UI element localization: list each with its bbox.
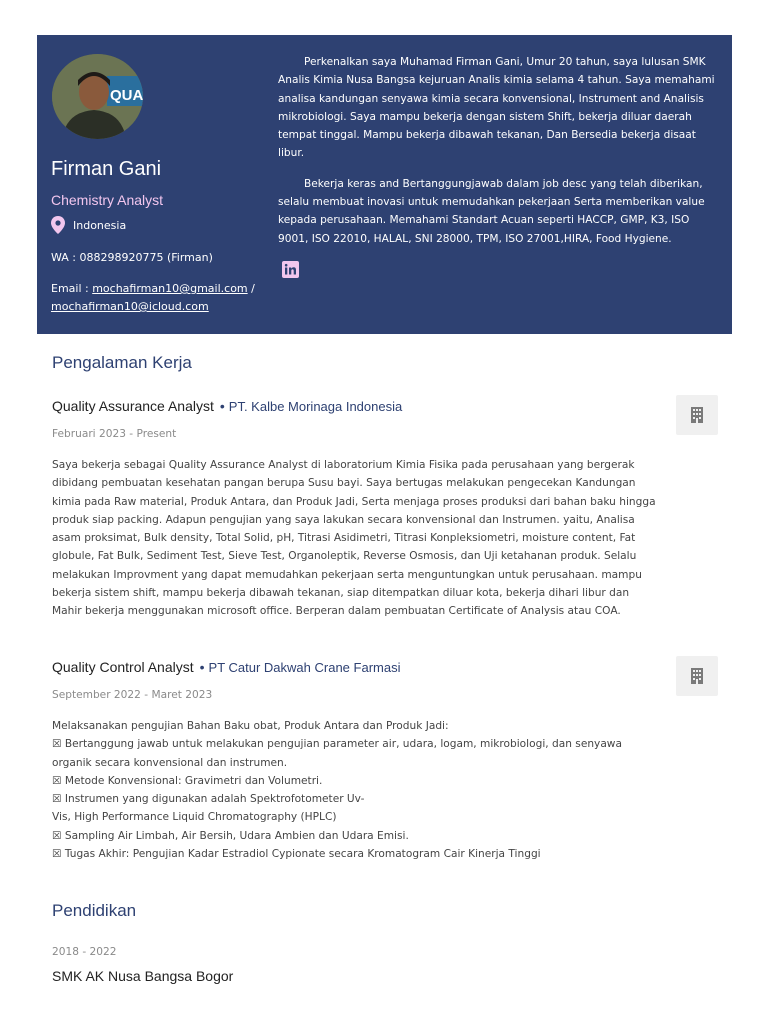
job-date: September 2022 - Maret 2023 [52, 689, 213, 701]
job-company: PT Catur Dakwah Crane Farmasi [208, 660, 401, 675]
email-block [51, 280, 266, 316]
summary-paragraph: Perkenalkan saya Muhamad Firman Gani, Umur 20 tahun, saya lulusan SMK Analis Kimia Nusa Bangsa kejuruan Analis kimia selama 4 tahun. Saya memahami analisa kandungan senyawa kimia secara konvensional, Instrument and Analisis mikrobiologi. Saya mampu bekerja dengan sistem Shift, bekerja diluar daerah tempat tinggal. Mampu bekerja dibawah tekanan, Dan Bersedia bekerja disaat libur. [278, 56, 715, 160]
description-line: ☒ Sampling Air Limbah, Air Bersih, Udara Ambien dan Udara Emisi. [52, 829, 409, 842]
section-title-education: Pendidikan [52, 901, 137, 920]
description-line: ☒ Tugas Akhir: Pengujian Kadar Estradiol Cypionate secara Kromatogram Cair Kinerja Tinggi [52, 848, 541, 861]
description-line: Melaksanakan pengujian Bahan Baku obat, Produk Antara dan Produk Jadi: [52, 720, 449, 732]
job-company: PT. Kalbe Morinaga Indonesia [228, 399, 403, 414]
email-label: Email : [51, 282, 93, 295]
email-link-gmail[interactable]: mochafirman10@gmail.com [92, 282, 248, 295]
avatar [52, 54, 143, 139]
description-line: ☒ Bertanggung jawab untuk melakukan pengujian parameter air, udara, logam, mikrobiologi, dan senyawa organik secara konvensional dan instrumen. [52, 738, 626, 769]
location-text: Indonesia [73, 218, 127, 232]
avatar-photo [52, 54, 143, 139]
profile-summary [278, 53, 718, 260]
education-school: SMK AK Nusa Bangsa Bogor [52, 968, 234, 984]
job-date: Februari 2023 - Present [52, 428, 177, 440]
email-separator: / [247, 282, 255, 295]
job-description-text: Saya bekerja sebagai Quality Assurance Analyst di laboratorium Kimia Fisika pada perusahaan yang bergerak dibidang pembuatan kesehatan pangan berupa Susu bayi. Saya bertugas melakukan pengecekan Kandungan kimia pada Raw material, Produk Antara, dan Produk Jadi, Serta menjaga proses produksi dari bahan baku hingga produk siap packing. Adapun pengujian yang saya lakukan secara konvensional dan Instrumen. yaitu, Analisa asam proksimat, Bulk density, Total Solid, pH, Titrasi Asidimetri, Titrasi Konpleksiometri, moisture content, Fat globule, Fat Bulk, Sediment Test, Sieve Test, Organoleptik, Reverse Osmosis, dan Uji ketahanan produk. Selalu melakukan Improvment yang dapat memudahkan pekerjaan serta menguntungkan untuk perusahaan. mampu bekerja sistem shift, mampu bekerja dibawah tekanan, siap ditempatkan diluar kota, bekerja dihari libur dan Mahir bekerja menggunakan microsoft office. Berperan dalam pembuatan Certificate of Analysis atau COA. [52, 459, 659, 618]
job-description [52, 717, 652, 863]
job-title-row [52, 659, 400, 675]
description-line: ☒ Metode Konvensional: Gravimetri dan Volumetri. [52, 774, 323, 787]
profile-role: Chemistry Analyst [51, 192, 164, 208]
job-description [52, 456, 662, 621]
section-title-experience: Pengalaman Kerja [52, 353, 192, 372]
profile-name: Firman Gani [51, 158, 162, 180]
summary-paragraph: Bekerja keras and Bertanggungjawab dalam job desc yang telah diberikan, selalu membuat inovasi untuk memudahkan pekerjaan Serta memberikan value kepada perusahaan. Memahami Standart Acuan seperti HACCP, GMP, K3, ISO 9001, ISO 22010, HALAL, SNI 28000, TPM, ISO 27001,HIRA, Food Hygiene. [278, 177, 705, 245]
avatar-sign-text: QUA [110, 87, 143, 104]
description-line: ☒ Instrumen yang digunakan adalah Spektrofotometer Uv- Vis, High Performance Liquid Chromatography (HPLC) [52, 793, 365, 824]
profile-location [51, 216, 126, 234]
separator-dot: • [199, 659, 205, 675]
linkedin-icon[interactable] [282, 261, 299, 278]
building-icon [676, 395, 718, 435]
education-date: 2018 - 2022 [52, 946, 117, 958]
job-title: Quality Control Analyst [52, 659, 194, 675]
profile-header [37, 35, 732, 334]
job-title: Quality Assurance Analyst [52, 398, 214, 414]
job-title-row [52, 398, 402, 414]
building-icon [676, 656, 718, 696]
email-link-icloud[interactable]: mochafirman10@icloud.com [51, 300, 209, 313]
separator-dot: • [219, 398, 225, 414]
phone-text: WA : 088298920775 (Firman) [51, 251, 213, 264]
location-pin-icon [51, 216, 65, 234]
